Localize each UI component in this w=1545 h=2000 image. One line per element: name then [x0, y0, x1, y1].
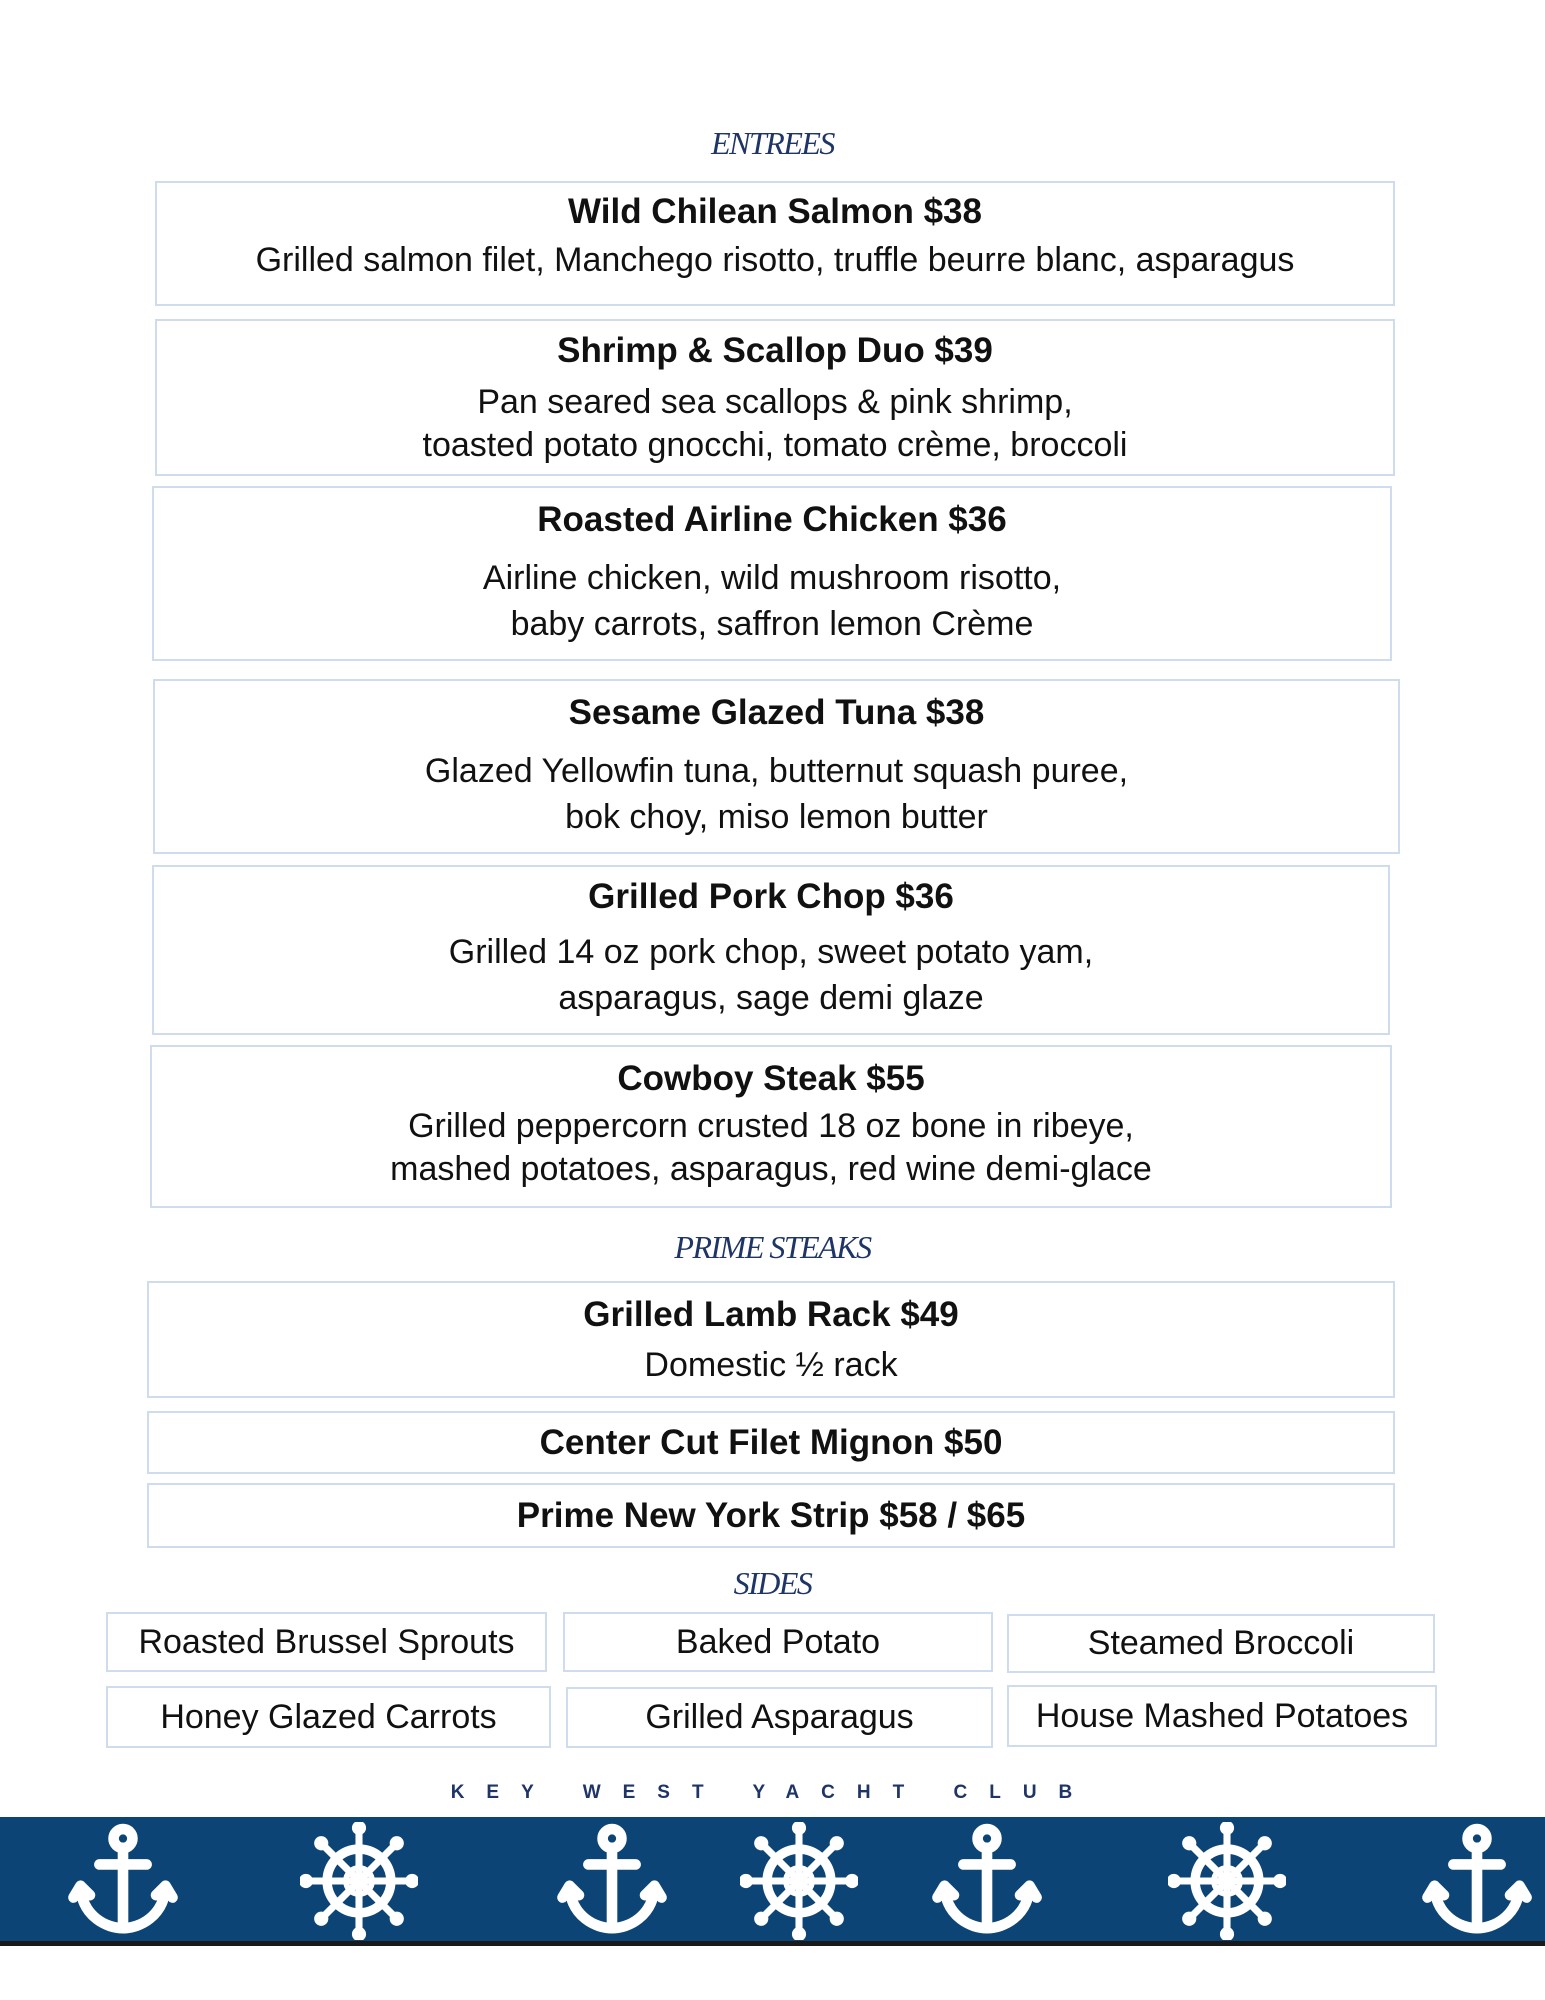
side-item: Baked Potato	[563, 1612, 993, 1672]
dish-name: Grilled Pork Chop $36	[588, 877, 954, 916]
dish-name: Grilled Lamb Rack $49	[583, 1295, 959, 1334]
dish-description: Pan seared sea scallops & pink shrimp,	[477, 383, 1073, 421]
side-item: Honey Glazed Carrots	[106, 1686, 551, 1748]
dish-description: bok choy, miso lemon butter	[565, 798, 988, 836]
menu-item-center-cut-filet-mignon	[147, 1411, 1395, 1474]
dish-description: Domestic ½ rack	[644, 1346, 898, 1384]
ship-wheel-icon	[1168, 1822, 1286, 1940]
menu-item-sesame-glazed-tuna	[153, 679, 1400, 854]
dish-description: baby carrots, saffron lemon Crème	[510, 605, 1034, 643]
side-item: Steamed Broccoli	[1007, 1614, 1435, 1673]
anchor-icon	[1418, 1822, 1536, 1940]
dish-name: Wild Chilean Salmon $38	[568, 192, 982, 231]
dish-description: mashed potatoes, asparagus, red wine demi-glace	[390, 1150, 1152, 1188]
dish-description: toasted potato gnocchi, tomato crème, broccoli	[422, 426, 1128, 464]
side-item: Grilled Asparagus	[566, 1687, 993, 1748]
menu-item-wild-chilean-salmon	[155, 181, 1395, 306]
dish-description: Grilled peppercorn crusted 18 oz bone in ribeye,	[408, 1107, 1134, 1145]
section-title-prime-steaks: PRIME STEAKS	[674, 1229, 871, 1265]
dish-name: Sesame Glazed Tuna $38	[568, 693, 985, 732]
side-item: Roasted Brussel Sprouts	[106, 1612, 547, 1672]
menu-item-prime-new-york-strip	[147, 1483, 1395, 1548]
menu-item-roasted-airline-chicken	[152, 486, 1392, 661]
dish-description: asparagus, sage demi glaze	[558, 979, 984, 1017]
anchor-icon	[928, 1822, 1046, 1940]
dish-description: Grilled 14 oz pork chop, sweet potato yam,	[448, 933, 1094, 971]
ship-wheel-icon	[300, 1822, 418, 1940]
menu-item-shrimp-scallop-duo	[155, 319, 1395, 476]
ship-wheel-icon	[740, 1822, 858, 1940]
dish-name: Cowboy Steak $55	[617, 1059, 925, 1098]
banner-divider	[0, 1941, 1545, 1946]
menu-item-grilled-lamb-rack	[147, 1281, 1395, 1398]
menu-item-grilled-pork-chop	[152, 865, 1390, 1035]
dish-name: Center Cut Filet Mignon $50	[539, 1422, 1003, 1462]
section-title-entrees: ENTREES	[711, 125, 834, 161]
side-item: House Mashed Potatoes	[1007, 1685, 1437, 1747]
dish-name: Roasted Airline Chicken $36	[537, 500, 1007, 539]
menu-item-cowboy-steak	[150, 1045, 1392, 1208]
anchor-icon	[553, 1822, 671, 1940]
anchor-icon	[64, 1822, 182, 1940]
dish-name: Prime New York Strip $58 / $65	[516, 1495, 1026, 1535]
dish-description: Glazed Yellowfin tuna, butternut squash puree,	[424, 752, 1129, 790]
dish-description: Airline chicken, wild mushroom risotto,	[482, 559, 1062, 597]
club-name: KEY WEST YACHT CLUB	[450, 1782, 1095, 1803]
dish-description: Grilled salmon filet, Manchego risotto, truffle beurre blanc, asparagus	[255, 241, 1295, 279]
section-title-sides: SIDES	[733, 1565, 812, 1601]
dish-name: Shrimp & Scallop Duo $39	[557, 331, 993, 370]
